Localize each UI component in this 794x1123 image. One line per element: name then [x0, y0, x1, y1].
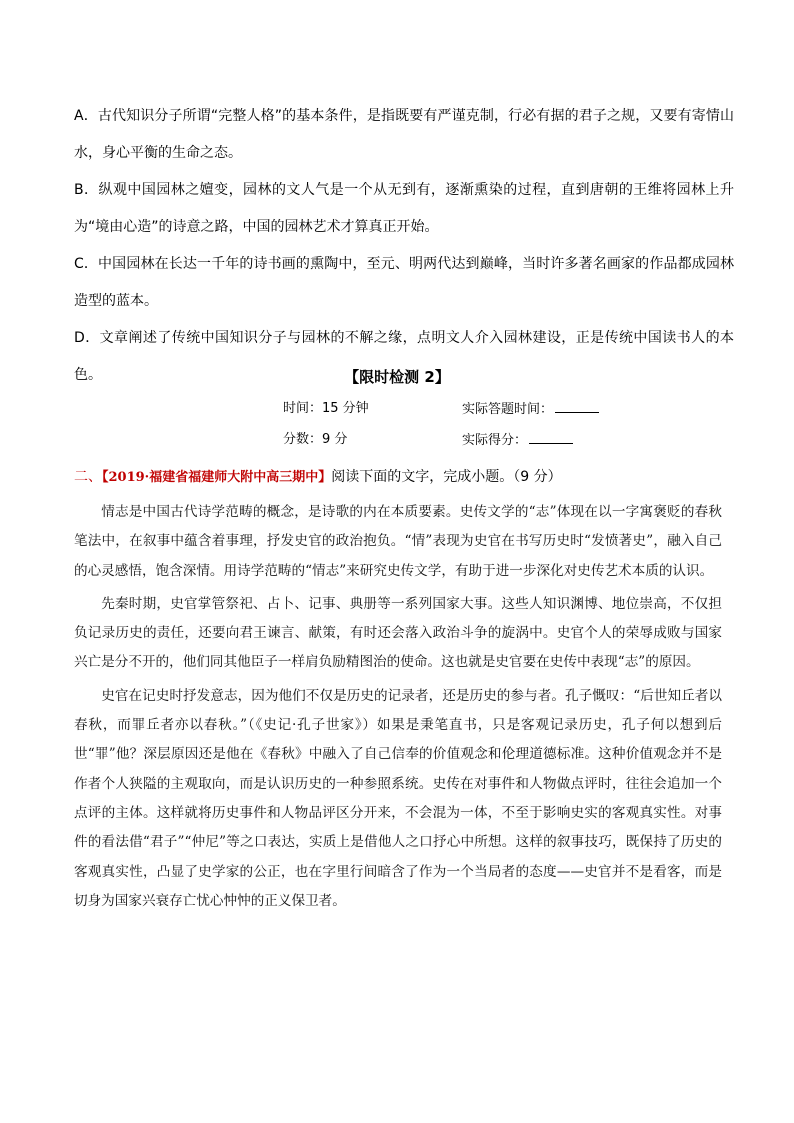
actual-time-field: [462, 399, 599, 420]
section-title: 【限时检测 2】: [344, 368, 450, 386]
total-score: 分数：9 分: [283, 432, 348, 447]
option-c[interactable]: C．中国园林在长达一千年的诗书画的熏陶中，至元、明两代达到巅峰，当时许多著名画家的作品都成园林造型的蓝本。: [74, 256, 734, 309]
passage-paragraph-2: 先秦时期，史官掌管祭祀、占卜、记事、典册等一系列国家大事。这些人知识渊博、地位崇高，不仅担负记录历史的责任，还要向君王谏言、献策，有时还会落入政治斗争的旋涡中。史官个人的荣辱成败与国家兴亡是分不开的，他们同其他臣子一样肩负励精图治的使命。这也就是史官要在史传中表现“志”的原因。: [74, 595, 722, 671]
actual-score-blank[interactable]: [529, 430, 573, 444]
actual-score-label: 实际得分：: [462, 433, 528, 448]
passage-paragraph-1: 情志是中国古代诗学范畴的概念，是诗歌的内在本质要素。史传文学的“志”体现在以一字寓褒贬的春秋笔法中，在叙事中蕴含着事理，抒发史官的政治抱负。“情”表现为史官在书写历史时“发愤著史”，融入自己的心灵感悟，饱含深情。用诗学范畴的“情志”来研究史传文学，有助于进一步深化对史传艺术本质的认识。: [74, 504, 722, 579]
time-limit: 时间：15 分钟: [283, 401, 369, 416]
question-source: 【2019·福建省福建师大附中高三期中】: [102, 470, 332, 485]
question-instruction: 阅读下面的文字，完成小题。（9 分）: [331, 469, 562, 485]
actual-time-blank[interactable]: [555, 399, 599, 413]
actual-score-field: [462, 430, 573, 451]
answer-options: [74, 98, 734, 394]
reading-passage: [74, 498, 722, 920]
passage-paragraph-3: 史官在记史时抒发意志，因为他们不仅是历史的记录者，还是历史的参与者。孔子慨叹：“后世知丘者以春秋，而罪丘者亦以春秋。”（《史记·孔子世家》）如果是秉笔直书，只是客观记录历史，孔子何以想到后世“罪”他？深层原因还是他在《春秋》中融入了自己信奉的价值观念和伦理道德标准。这种价值观念并不是作者个人狭隘的主观取向，而是认识历史的一种参照系统。史传在对事件和人物做点评时，往往会追加一个点评的主体。这样就将历史事件和人物品评区分开来，不会混为一体，不至于影响史实的客观真实性。对事件的看法借“君子”“仲尼”等之口表达，实质上是借他人之口抒心中所想。这样的叙事技巧，既保持了历史的客观真实性，凸显了史学家的公正，也在字里行间暗含了作为一个当局者的态度——史官并不是看客，而是切身为国家兴衰存亡忧心忡忡的正义保卫者。: [74, 687, 722, 909]
question-number: 二、: [74, 469, 102, 485]
option-b[interactable]: B．纵观中国园林之嬗变，园林的文人气是一个从无到有，逐渐熏染的过程，直到唐朝的王维将园林上升为“境由心造”的诗意之路，中国的园林艺术才算真正开始。: [74, 182, 734, 235]
option-a[interactable]: A．古代知识分子所谓“完整人格”的基本条件，是指既要有严谨克制，行必有据的君子之规，又要有寄情山水，身心平衡的生命之态。: [74, 108, 734, 161]
actual-time-label: 实际答题时间：: [462, 402, 554, 417]
option-d[interactable]: D．文章阐述了传统中国知识分子与园林的不解之缘，点明文人介入园林建设，正是传统中国读书人的本色。: [74, 330, 734, 383]
question-heading: [74, 466, 562, 489]
